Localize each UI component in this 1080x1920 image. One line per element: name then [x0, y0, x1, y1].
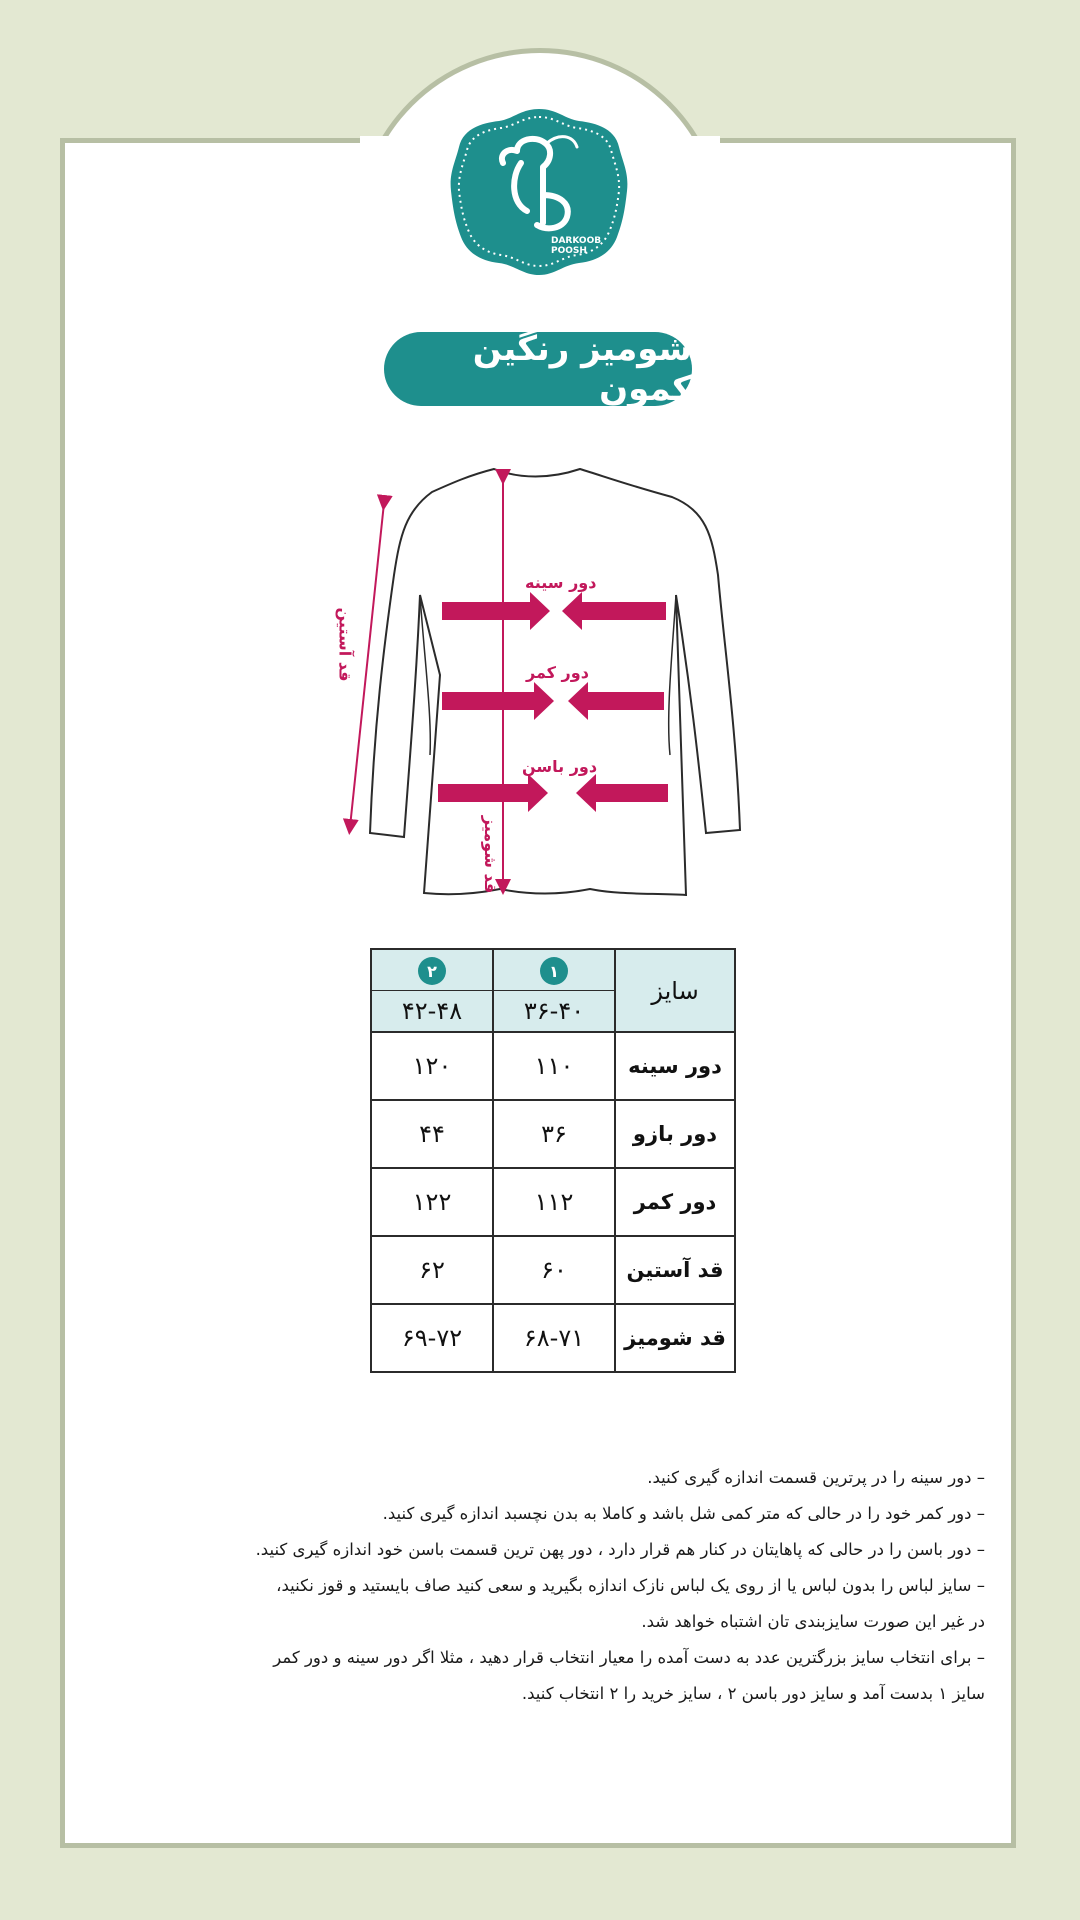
sleeve-length-arrow	[350, 503, 384, 827]
table-cell: ۶۹-۷۲	[371, 1304, 493, 1372]
row-label: دور کمر	[615, 1168, 735, 1236]
size-2-badge-cell	[371, 949, 493, 991]
table-row	[371, 1168, 735, 1236]
size-header-label: سایز	[615, 949, 735, 1032]
table-cell: ۱۲۲	[371, 1168, 493, 1236]
table-cell: ۱۱۰	[493, 1032, 615, 1100]
table-row	[371, 1304, 735, 1372]
note-line: در غیر این صورت سایزبندی تان اشتباه خواهد شد.	[641, 1612, 985, 1631]
size-2-badge: ۲	[418, 957, 446, 985]
hip-arrow-right	[576, 774, 668, 812]
note-line: – دور سینه را در پرترین قسمت اندازه گیری کنید.	[647, 1468, 985, 1487]
note-line: – دور کمر خود را در حالی که متر کمی شل باشد و کاملا به بدن نچسبد اندازه گیری کنید.	[382, 1504, 985, 1523]
table-cell: ۴۴	[371, 1100, 493, 1168]
row-label: قد آستین	[615, 1236, 735, 1304]
table-cell: ۶۰	[493, 1236, 615, 1304]
page-title: شومیز رنگین کمون	[384, 332, 692, 406]
table-row	[371, 1032, 735, 1100]
measurement-notes	[100, 1460, 985, 1712]
waist-arrow-right	[568, 682, 664, 720]
chest-arrow-right	[562, 592, 666, 630]
measurement-diagram	[320, 455, 760, 905]
note-line: – دور باسن را در حالی که پاهایتان در کنار هم قرار دارد ، دور پهن ترین قسمت باسن خود اندازه گیری کنید.	[255, 1540, 985, 1559]
size-table	[370, 948, 736, 1373]
table-cell: ۱۲۰	[371, 1032, 493, 1100]
table-row	[371, 1100, 735, 1168]
row-label: دور سینه	[615, 1032, 735, 1100]
size-2-range: ۴۲-۴۸	[371, 991, 493, 1033]
hip-arrow-left	[438, 774, 548, 812]
table-cell: ۶۲	[371, 1236, 493, 1304]
size-1-badge: ۱	[540, 957, 568, 985]
shirt-length-label: قد شومیز	[481, 815, 501, 894]
table-cell: ۶۸-۷۱	[493, 1304, 615, 1372]
chest-label: دور سینه	[525, 573, 597, 592]
waist-label: دور کمر	[526, 663, 589, 682]
note-line: – برای انتخاب سایز بزرگترین عدد به دست آمده را معیار انتخاب قرار دهید ، مثلا اگر دور سینه و دور کمر	[273, 1648, 985, 1667]
table-cell: ۱۱۲	[493, 1168, 615, 1236]
row-label: قد شومیز	[615, 1304, 735, 1372]
logo-text-line2: POOSH	[551, 246, 587, 256]
sleeve-length-label: قد آستین	[335, 607, 355, 682]
note-line: – سایز لباس را بدون لباس یا از روی یک لباس نازک اندازه بگیرید و سعی کنید صاف بایستید و قوز نکنید،	[276, 1576, 985, 1595]
brand-logo	[447, 103, 632, 278]
chest-arrow-left	[442, 592, 550, 630]
logo-text-line1: DARKOOB	[551, 236, 602, 246]
table-header-row	[371, 949, 735, 991]
note-line: سایز ۱ بدست آمد و سایز دور باسن ۲ ، سایز خرید را ۲ انتخاب کنید.	[521, 1684, 985, 1703]
table-cell: ۳۶	[493, 1100, 615, 1168]
row-label: دور بازو	[615, 1100, 735, 1168]
waist-arrow-left	[442, 682, 554, 720]
size-1-range: ۳۶-۴۰	[493, 991, 615, 1033]
table-row	[371, 1236, 735, 1304]
size-1-badge-cell	[493, 949, 615, 991]
hip-label: دور باسن	[522, 757, 598, 776]
